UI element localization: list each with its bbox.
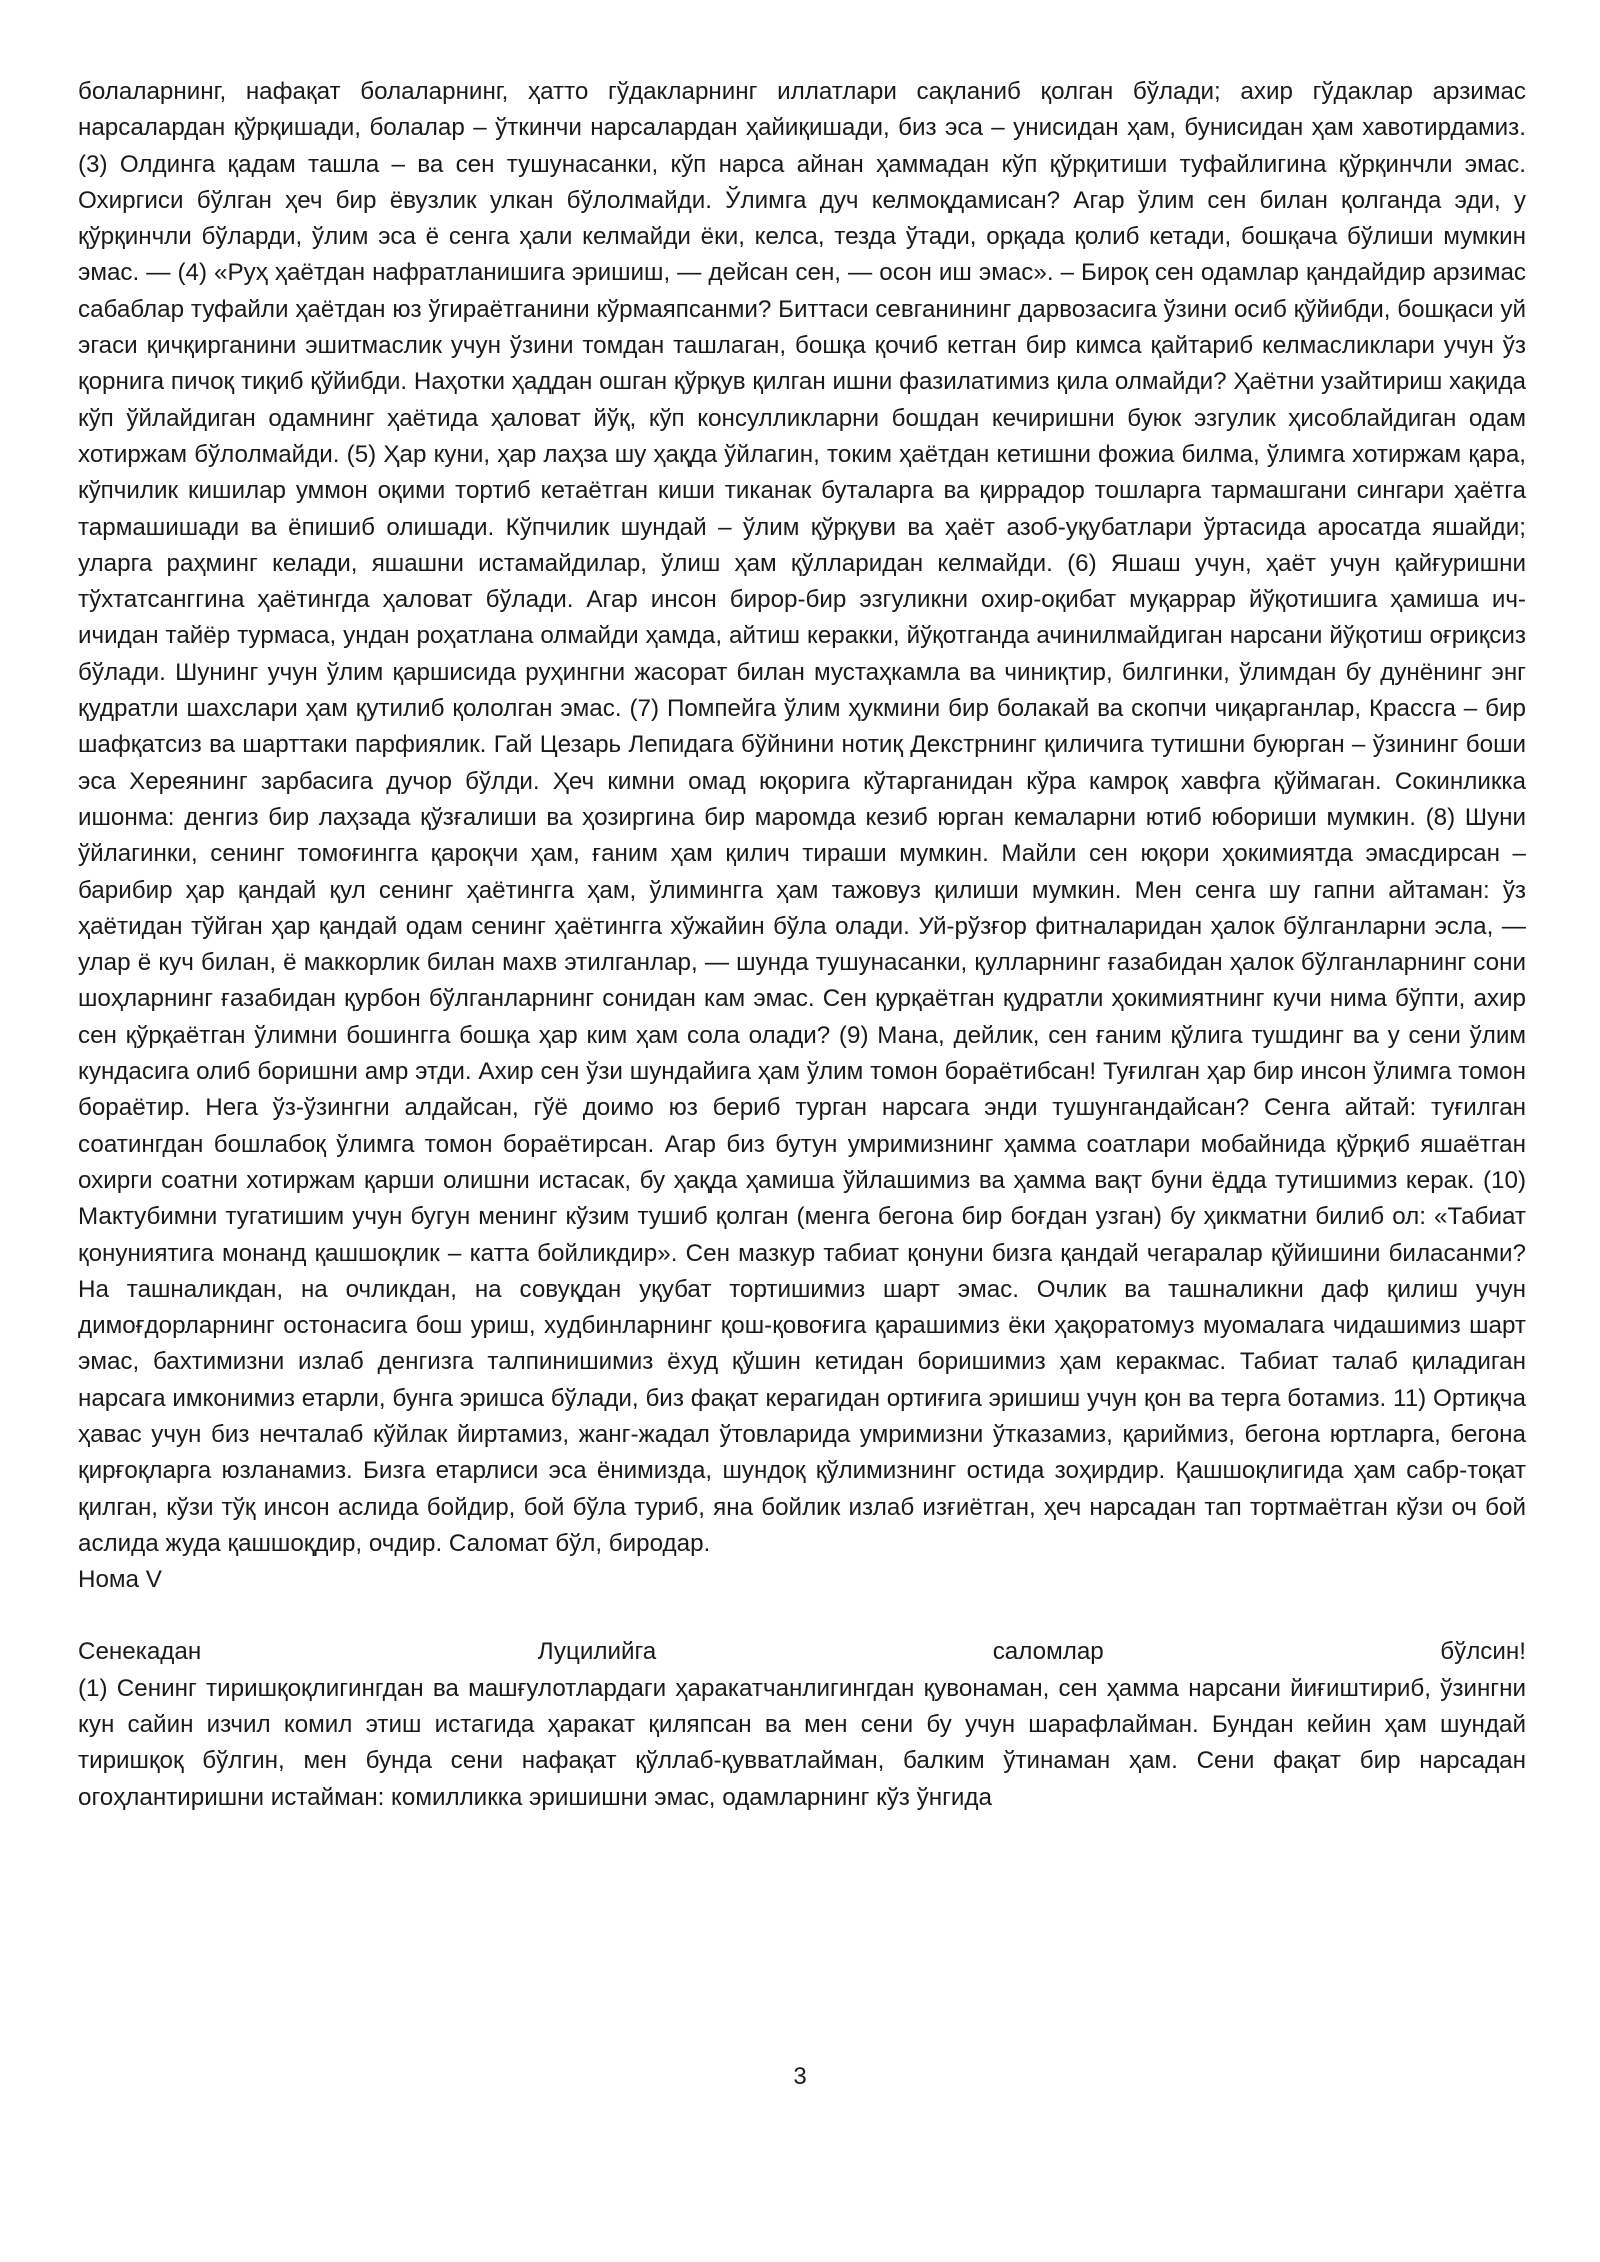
salutation-line: Сенекадан Луцилийга саломлар бўлсин! [78,1638,1526,1666]
letter-heading: Нома V [78,1566,162,1594]
body-paragraph: болаларнинг, нафақат болаларнинг, ҳатто гўдакларнинг иллатлари сақланиб қолган бўлади; ахир гўдаклар арзимас нарсалардан қўрқишади, болалар – ўткинчи нарсалардан ҳайиқишади, биз эса – унисидан ҳам, бунисидан ҳам хавотирдамиз. (3) Олдинга қадам ташла – ва сен тушунасанки, кўп нарса айнан ҳаммадан кўп қўрқитиши туфайлигина қўрқинчли эмас. Охиргиси бўлган ҳеч бир ёвузлик улкан бўлолмайди. Ўлимга дуч келмоқдамисан? Агар ўлим сен билан қолганда эди, у қўрқинчли бўларди, ўлим эса ё сенга ҳали келмайди ёки, келса, тезда ўтади, орқада қолиб кетади, бошқача бўлиши мумкин эмас. — (4) «Руҳ ҳаётдан нафратланишига эришиш, — дейсан сен, — осон иш эмас». – Бироқ сен одамлар қандайдир арзимас сабаблар туфайли ҳаётдан юз ўгираётганини кўрмаяпсанми? Биттаси севганининг дарвозасига ўзини осиб қўйибди, бошқаси уй эгаси қичқирганини эшитмаслик учун ўзини томдан ташлаган, бошқа қочиб кетган бир кимса қайтариб келмасликлари учун ўз қорнига пичоқ тиқиб қўйибди. Наҳотки ҳаддан ошган қўрқув қилган ишни фазилатимиз қила олмайди? Ҳаётни узайтириш хақида кўп ўйлайдиган одамнинг ҳаётида ҳаловат йўқ, кўп консулликларни бошдан кечиришни буюк эзгулик ҳисоблайдиган одам хотиржам бўлолмайди. (5) Ҳар куни, ҳар лаҳза шу ҳақда ўйлагин, токим ҳаётдан кетишни фожиа билма, ўлимга хотиржам қара, кўпчилик кишилар уммон оқими тортиб кетаётган киши тиканак буталарга ва қиррадор тошларга тармашгани сингари ҳаётга тармашишади ва ёпишиб олишади. Кўпчилик шундай – ўлим қўрқуви ва ҳаёт азоб-уқубатлари ўртасида аросатда яшайди; уларга раҳминг келади, яшашни истамайдилар, ўлиш ҳам қўлларидан келмайди. (6) Яшаш учун, ҳаёт учун қайғуришни тўхтатсанггина ҳаётингда ҳаловат бўлади. Агар инсон бирор-бир эзгуликни охир-оқибат муқаррар йўқотишига ҳамиша ич-ичидан тайёр турмаса, ундан роҳатлана олмайди ҳамда, айтиш керакки, йўқотганда ачинилмайдиган нарсани йўқотиш оғриқсиз бўлади. Шунинг учун ўлим қаршисида руҳингни жасорат билан мустаҳкамла ва чиниқтир, билгинки, ўлимдан бу дунёнинг энг қудратли шахслари ҳам қутилиб қололган эмас. (7) Помпейга ўлим ҳукмини бир болакай ва скопчи чиқарганлар, Крассга – бир шафқатсиз ва шарттаки парфиялик. Гай Цезарь Лепидага бўйнини нотиқ Декстрнинг қиличига тутишни буюрган – ўзининг боши эса Хереянинг зарбасига дучор бўлди. Ҳеч кимни омад юқорига кўтарганидан кўра камроқ хавфга қўймаган. Сокинликка ишонма: денгиз бир лаҳзада қўзғалиши ва ҳозиргина бир маромда кезиб юрган кемаларни ютиб юбориши мумкин. (8) Шуни ўйлагинки, сенинг томоғингга қароқчи ҳам, ғаним ҳам қилич тираши мумкин. Майли сен юқори ҳокимиятда эмасдирсан – барибир ҳар қандай қул сенинг ҳаётингга ҳам, ўлимингга ҳам тажовуз қилиши мумкин. Мен сенга шу гапни айтаман: ўз ҳаётидан тўйган ҳар қандай одам сенинг ҳаётингга хўжайин бўла олади. Уй-рўзғор фитналаридан ҳалок бўлганларни эсла, — улар ё куч билан, ё маккорлик билан махв этилганлар, — шунда тушунасанки, қулларнинг ғазабидан ҳалок бўлганларнинг сони шоҳларнинг ғазабидан қурбон бўлганларнинг сонидан кам эмас. Сен қурқаётган қудратли ҳокимиятнинг кучи нима бўпти, ахир сен қўрқаётган ўлимни бошингга бошқа ҳар ким ҳам сола олади? (9) Мана, дейлик, сен ғаним қўлига тушдинг ва у сени ўлим кундасига олиб боришни амр этди. Ахир сен ўзи шундайига ҳам ўлим томон бораётибсан! Туғилган ҳар бир инсон ўлимга томон бораётир. Нега ўз-ўзингни алдайсан, гўё доимо юз бериб турган нарсага энди тушунгандайсан? Сенга айтай: туғилган соатингдан бошлабоқ ўлимга томон бораётирсан. Агар биз бутун умримизнинг ҳамма соатлари мобайнида қўрқиб яшаётган охирги соатни хотиржам қарши олишни истасак, бу ҳақда ҳамиша ўйлашимиз ва ҳамма вақт буни ёдда тутишимиз керак. (10) Мактубимни тугатишим учун бугун менинг кўзим тушиб қолган (менга бегона бир боғдан узган) бу ҳикматни билиб ол: «Табиат қонуниятига монанд қашшоқлик – катта бойликдир». Сен мазкур табиат қонуни бизга қандай чегаралар қўйишини биласанми? На ташналикдан, на очликдан, на совуқдан уқубат тортишимиз шарт эмас. Очлик ва ташналикни даф қилиш учун димоғдорларнинг остонасига бош уриш, худбинларнинг қош-қовоғига қарашимиз ёки ҳақоратомуз муомалага чидашимиз шарт эмас, бахтимизни излаб денгизга талпинишимиз ёхуд қўшин кетидан боришимиз ҳам керакмас. Табиат талаб қиладиган нарсага имконимиз етарли, бунга эришса бўлади, биз фақат керагидан ортиғига эришиш учун қон ва терга ботамиз. 11) Ортиқча ҳавас учун биз нечталаб кўйлак йиртамиз, жанг-жадал ўтовларида умримизни ўтказамиз, қариймиз, бегона юртларга, бегона қирғоқларга юзланамиз. Бизга етарлиси эса ёнимизда, шундоқ қўлимизнинг остида зоҳирдир. Қашшоқлигида ҳам сабр-тоқат қилган, кўзи тўқ инсон аслида бойдир, бой бўла туриб, яна бойлик излаб изғиётган, ҳеч нарсадан тап тортмаётган кўзи оч бой аслида жуда қашшоқдир, очдир. Саломат бўл, биродар. [78,78,1526,1557]
page-number: 3 [793,2063,807,2090]
blank-line [78,1598,1526,1634]
document-body [78,74,1526,1816]
closing-paragraph: (1) Сенинг тиришқоқлигингдан ва машғулотлардаги ҳаракатчанлигингдан қувонаман, сен ҳамма нарсани йиғиштириб, ўзингни кун сайин изчил комил этиш истагида ҳаракат қиляпсан ва мен сени бу учун шарафлайман. Бундан кейин ҳам шундай тиришқоқ бўлгин, мен бунда сени нафақат қўллаб-қувватлайман, балким ўтинаман ҳам. Сени фақат бир нарсадан огоҳлантиришни истайман: комилликка эришишни эмас, одамларнинг кўз ўнгида [78,1674,1526,1811]
